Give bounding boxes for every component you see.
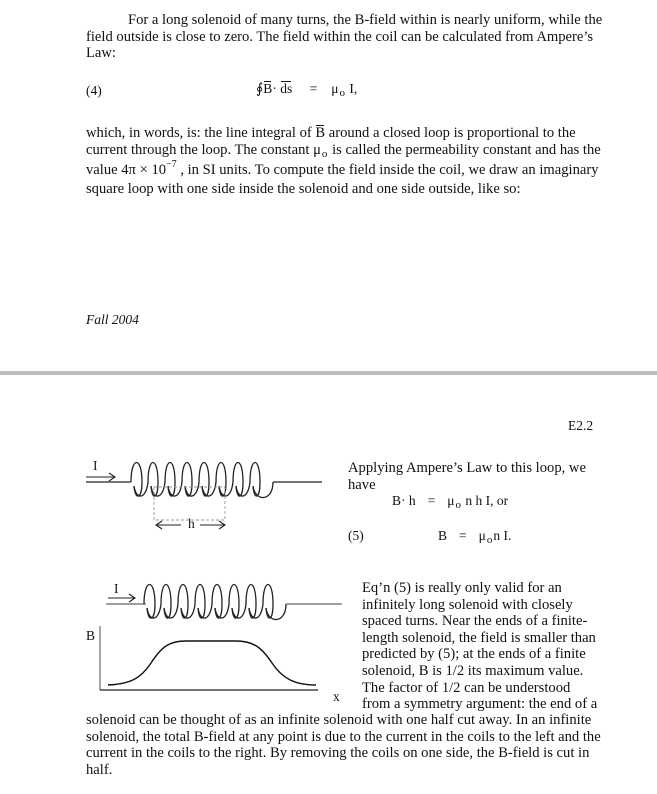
solenoid-loop-drawing bbox=[86, 456, 326, 536]
eqn5-line-6: solenoid, B is 1/2 its maximum value. bbox=[362, 662, 584, 679]
apply-line-2: have bbox=[348, 476, 376, 493]
current-I: I, bbox=[349, 81, 358, 96]
equals-sign: = bbox=[309, 81, 318, 96]
explain-line-4: square loop with one side inside the solenoid and one side outside, like so: bbox=[86, 180, 521, 197]
intro-line-1: For a long solenoid of many turns, the B-field within is nearly uniform, while the bbox=[128, 12, 603, 28]
final-paragraph bbox=[86, 712, 601, 778]
equation-4-number: (4) bbox=[86, 83, 102, 98]
equation-5-number: (5) bbox=[348, 528, 364, 543]
contour-integral-symbol: ∮ bbox=[256, 81, 264, 97]
vector-B: B bbox=[263, 81, 273, 96]
eqn5-paragraph bbox=[362, 580, 597, 713]
mu-symbol: μ bbox=[331, 81, 339, 96]
intro-paragraph bbox=[86, 12, 602, 62]
mu-subscript: o bbox=[339, 87, 345, 99]
equation-5: $B = \mu_on$ I. bbox=[438, 528, 512, 546]
eqn5-line-3: spaced turns. Near the ends of a finite- bbox=[362, 613, 588, 630]
final-line-3: current in the coils to the right. By removing the coils on one side, the B-field is cut in bbox=[86, 745, 590, 762]
explain-line-3: value $4\pi \times 10^{-7}$ , in SI units. To compute the field inside the coil, we draw an imaginary bbox=[86, 159, 599, 179]
equation-4 bbox=[256, 81, 357, 99]
intro-line-3: Law: bbox=[86, 45, 116, 62]
mu-inline: μ bbox=[313, 141, 321, 158]
explain-paragraph bbox=[86, 125, 601, 197]
eqn5-line-8: from a symmetry argument: the end of a bbox=[362, 696, 598, 713]
field-curve bbox=[108, 641, 316, 685]
exponent: −7 bbox=[166, 159, 177, 171]
eqn5-line-2: infinitely long solenoid with closely bbox=[362, 596, 573, 613]
eqn5-line-1: Eq’n (5) is really only valid for an bbox=[362, 580, 562, 596]
apply-paragraph bbox=[348, 460, 586, 493]
page-header-number: E2.2 bbox=[568, 418, 594, 433]
field-profile-drawing bbox=[96, 578, 346, 703]
explain-line-1: which, in words, is: the line integral of B around a closed loop is proportional to the bbox=[86, 125, 576, 141]
fig2-current-label: I bbox=[114, 581, 119, 596]
final-line-4: half. bbox=[86, 761, 113, 778]
explain-line-2: current through the loop. The constant $\mu_o$ is called the permeability constant and has the bbox=[86, 141, 601, 160]
final-line-1: solenoid can be thought of as an infinite solenoid with one half cut away. In an infinite bbox=[86, 712, 592, 728]
dot-operator: · bbox=[272, 81, 277, 96]
fig2-x-axis-label: x bbox=[333, 689, 340, 704]
intro-line-2: field outside is close to zero. The field within the coil can be calculated from Ampere’s bbox=[86, 28, 594, 45]
apply-line-1: Applying Ampere’s Law to this loop, we bbox=[348, 460, 586, 476]
page-separator bbox=[0, 371, 657, 375]
mu-symbol: μ bbox=[447, 493, 455, 508]
fig2-y-axis-label: B bbox=[86, 628, 96, 643]
fig1-current-label: I bbox=[93, 458, 98, 473]
mu-symbol: μ bbox=[478, 528, 486, 543]
mu-inline-subscript: o bbox=[321, 147, 328, 160]
page-footer-date: Fall 2004 bbox=[86, 312, 139, 327]
eqn5-line-4: length solenoid, the field is smaller than bbox=[362, 629, 596, 646]
vector-B-inline: B bbox=[315, 125, 326, 141]
final-line-2: solenoid, the total B-field at any point is due to the current in the coils to the left and the bbox=[86, 728, 601, 745]
vector-ds: ds bbox=[280, 81, 293, 96]
fig1-width-label: h bbox=[188, 516, 195, 531]
eqn5-line-7: The factor of 1/2 can be understood bbox=[362, 679, 571, 696]
equation-bh: $B\cdot h = \mu_o$ n h I, or bbox=[392, 493, 509, 511]
eqn5-line-5: predicted by (5); at the ends of a finite bbox=[362, 646, 586, 663]
